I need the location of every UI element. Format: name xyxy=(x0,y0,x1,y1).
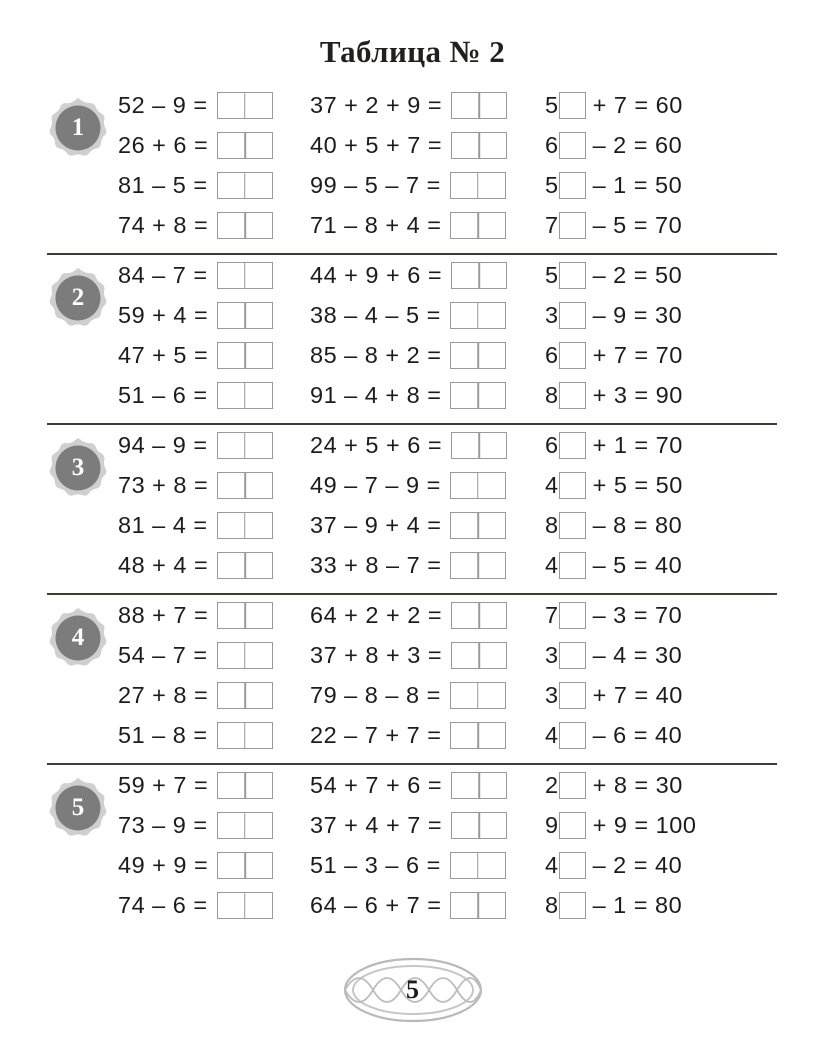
problem-expression: 88 + 7 = xyxy=(118,601,209,628)
block-number-badge xyxy=(47,777,109,839)
problem-expression-tail: – 2 = 40 xyxy=(592,851,683,878)
problem-expression-tail: + 7 = 60 xyxy=(592,91,683,118)
problem-column-a xyxy=(118,545,273,585)
problem-column-a xyxy=(118,125,273,165)
answer-box[interactable] xyxy=(217,892,273,919)
block-number-badge xyxy=(47,607,109,669)
answer-box[interactable] xyxy=(451,602,507,629)
answer-box[interactable] xyxy=(217,812,273,839)
missing-digit-box[interactable] xyxy=(559,472,586,499)
problem-rows xyxy=(0,255,825,415)
problem-expression-tail: + 5 = 50 xyxy=(592,471,683,498)
problem-expression: 49 – 7 – 9 = xyxy=(310,471,441,498)
answer-box[interactable] xyxy=(450,172,506,199)
problem-row xyxy=(0,545,825,585)
answer-box[interactable] xyxy=(451,262,507,289)
problem-column-b xyxy=(310,295,506,335)
missing-digit-box[interactable] xyxy=(559,172,586,199)
answer-box[interactable] xyxy=(217,722,273,749)
problem-expression: 37 + 8 + 3 = xyxy=(310,641,443,668)
page-title: Таблица № 2 xyxy=(319,34,506,69)
problem-expression: 54 + 7 + 6 = xyxy=(310,771,443,798)
answer-box[interactable] xyxy=(450,722,506,749)
exercise-block xyxy=(0,765,825,935)
problem-expression-tail: + 3 = 90 xyxy=(592,381,683,408)
answer-box[interactable] xyxy=(217,172,273,199)
problem-expression: 64 – 6 + 7 = xyxy=(310,891,442,918)
problem-expression-tail: – 1 = 80 xyxy=(592,891,683,918)
answer-box[interactable] xyxy=(450,342,506,369)
leading-digit: 6 xyxy=(545,131,559,158)
leading-digit: 4 xyxy=(545,851,559,878)
leading-digit: 5 xyxy=(545,91,559,118)
problem-expression: 51 – 3 – 6 = xyxy=(310,851,441,878)
answer-box[interactable] xyxy=(217,642,273,669)
answer-box[interactable] xyxy=(217,772,273,799)
missing-digit-box[interactable] xyxy=(559,892,586,919)
problem-row xyxy=(0,715,825,755)
answer-box[interactable] xyxy=(451,432,507,459)
block-number-value: 1 xyxy=(71,113,85,141)
missing-digit-box[interactable] xyxy=(559,342,586,369)
leading-digit: 5 xyxy=(545,171,559,198)
problem-expression: 91 – 4 + 8 = xyxy=(310,381,442,408)
leading-digit: 4 xyxy=(545,551,559,578)
problem-expression: 59 + 4 = xyxy=(118,301,209,328)
problem-column-c xyxy=(545,375,683,415)
problem-expression: 47 + 5 = xyxy=(118,341,209,368)
problem-column-c xyxy=(545,165,682,205)
problem-column-b xyxy=(310,595,507,635)
answer-box[interactable] xyxy=(450,552,506,579)
block-number-badge xyxy=(47,437,109,499)
problem-expression: 73 + 8 = xyxy=(118,471,209,498)
problem-column-c xyxy=(545,335,683,375)
problem-expression-tail: + 7 = 40 xyxy=(592,681,683,708)
problem-expression: 54 – 7 = xyxy=(118,641,208,668)
answer-box[interactable] xyxy=(217,472,273,499)
missing-digit-box[interactable] xyxy=(559,682,586,709)
leading-digit: 8 xyxy=(545,381,559,408)
problem-column-b xyxy=(310,165,506,205)
problem-column-c xyxy=(545,635,682,675)
missing-digit-box[interactable] xyxy=(559,382,586,409)
problem-column-b xyxy=(310,635,507,675)
missing-digit-box[interactable] xyxy=(559,552,586,579)
missing-digit-box[interactable] xyxy=(559,302,586,329)
answer-box[interactable] xyxy=(217,552,273,579)
problem-column-a xyxy=(118,845,273,885)
problem-expression-tail: – 5 = 70 xyxy=(592,211,683,238)
answer-box[interactable] xyxy=(217,852,273,879)
problem-column-a xyxy=(118,375,273,415)
problem-column-a xyxy=(118,715,273,755)
problem-column-b xyxy=(310,675,506,715)
problem-expression: 79 – 8 – 8 = xyxy=(310,681,441,708)
answer-box[interactable] xyxy=(450,472,506,499)
leading-digit: 6 xyxy=(545,431,559,458)
problem-expression: 74 + 8 = xyxy=(118,211,209,238)
problem-expression: 38 – 4 – 5 = xyxy=(310,301,441,328)
problem-expression: 85 – 8 + 2 = xyxy=(310,341,442,368)
problem-expression: 52 – 9 = xyxy=(118,91,208,118)
answer-box[interactable] xyxy=(217,262,273,289)
problem-column-a xyxy=(118,205,273,245)
answer-box[interactable] xyxy=(451,772,507,799)
block-number-badge xyxy=(47,267,109,329)
problem-row xyxy=(0,885,825,925)
problem-column-b xyxy=(310,375,506,415)
missing-digit-box[interactable] xyxy=(559,722,586,749)
problem-column-b xyxy=(310,85,507,125)
problem-column-b xyxy=(310,425,507,465)
problem-column-a xyxy=(118,505,273,545)
block-number-value: 2 xyxy=(71,283,85,311)
problem-row xyxy=(0,335,825,375)
problem-column-a xyxy=(118,255,273,295)
problem-rows xyxy=(0,85,825,245)
missing-digit-box[interactable] xyxy=(559,432,586,459)
leading-digit: 4 xyxy=(545,471,559,498)
problem-column-c xyxy=(545,845,682,885)
problem-row xyxy=(0,465,825,505)
problem-expression: 40 + 5 + 7 = xyxy=(310,131,443,158)
problem-column-a xyxy=(118,295,273,335)
problem-column-b xyxy=(310,545,506,585)
problem-column-a xyxy=(118,805,273,845)
problem-rows xyxy=(0,765,825,925)
problem-row xyxy=(0,165,825,205)
problem-expression: 81 – 5 = xyxy=(118,171,208,198)
problem-column-a xyxy=(118,335,273,375)
problem-expression: 26 + 6 = xyxy=(118,131,209,158)
answer-box[interactable] xyxy=(217,432,273,459)
problem-column-c xyxy=(545,545,682,585)
problem-row xyxy=(0,425,825,465)
leading-digit: 4 xyxy=(545,721,559,748)
problem-column-b xyxy=(310,465,506,505)
problem-expression: 84 – 7 = xyxy=(118,261,208,288)
problem-row xyxy=(0,675,825,715)
problem-column-a xyxy=(118,765,273,805)
problem-expression: 59 + 7 = xyxy=(118,771,209,798)
answer-box[interactable] xyxy=(450,682,506,709)
exercise-block xyxy=(0,85,825,255)
problem-row xyxy=(0,505,825,545)
problem-expression-tail: + 8 = 30 xyxy=(592,771,683,798)
problem-column-c xyxy=(545,425,683,465)
problem-column-c xyxy=(545,255,682,295)
problem-column-a xyxy=(118,85,273,125)
problem-expression-tail: – 5 = 40 xyxy=(592,551,683,578)
problem-column-b xyxy=(310,255,507,295)
missing-digit-box[interactable] xyxy=(559,92,586,119)
leading-digit: 9 xyxy=(545,811,559,838)
problem-expression: 37 + 2 + 9 = xyxy=(310,91,443,118)
leading-digit: 7 xyxy=(545,211,559,238)
problem-row xyxy=(0,375,825,415)
answer-box[interactable] xyxy=(217,512,273,539)
block-number-value: 4 xyxy=(71,623,85,651)
answer-box[interactable] xyxy=(450,892,506,919)
problem-row xyxy=(0,805,825,845)
problem-expression: 99 – 5 – 7 = xyxy=(310,171,441,198)
problem-column-c xyxy=(545,885,682,925)
problem-column-a xyxy=(118,165,273,205)
problem-column-b xyxy=(310,505,506,545)
missing-digit-box[interactable] xyxy=(559,262,586,289)
problem-expression-tail: – 9 = 30 xyxy=(592,301,683,328)
answer-box[interactable] xyxy=(217,382,273,409)
problem-column-c xyxy=(545,595,682,635)
problem-expression: 74 – 6 = xyxy=(118,891,208,918)
problem-expression-tail: – 6 = 40 xyxy=(592,721,683,748)
missing-digit-box[interactable] xyxy=(559,212,586,239)
problem-expression: 37 + 4 + 7 = xyxy=(310,811,443,838)
problem-expression: 71 – 8 + 4 = xyxy=(310,211,442,238)
problem-expression-tail: + 9 = 100 xyxy=(592,811,697,838)
missing-digit-box[interactable] xyxy=(559,602,586,629)
problem-column-c xyxy=(545,465,683,505)
answer-box[interactable] xyxy=(450,212,506,239)
answer-box[interactable] xyxy=(217,342,273,369)
block-number-value: 5 xyxy=(71,793,85,821)
problem-row xyxy=(0,635,825,675)
problem-expression-tail: – 8 = 80 xyxy=(592,511,683,538)
problem-expression-tail: – 2 = 60 xyxy=(592,131,683,158)
leading-digit: 3 xyxy=(545,641,559,668)
answer-box[interactable] xyxy=(217,212,273,239)
problem-rows xyxy=(0,595,825,755)
problem-expression: 44 + 9 + 6 = xyxy=(310,261,443,288)
problem-expression-tail: + 1 = 70 xyxy=(592,431,683,458)
missing-digit-box[interactable] xyxy=(559,772,586,799)
exercise-block xyxy=(0,255,825,425)
leading-digit: 3 xyxy=(545,681,559,708)
exercise-blocks xyxy=(0,85,825,935)
page-number-value: 5 xyxy=(406,975,419,1004)
answer-box[interactable] xyxy=(450,382,506,409)
missing-digit-box[interactable] xyxy=(559,642,586,669)
problem-expression: 33 + 8 – 7 = xyxy=(310,551,442,578)
missing-digit-box[interactable] xyxy=(559,512,586,539)
answer-box[interactable] xyxy=(217,302,273,329)
answer-box[interactable] xyxy=(217,602,273,629)
problem-column-b xyxy=(310,765,507,805)
page-number-badge xyxy=(339,952,487,1028)
answer-box[interactable] xyxy=(451,642,507,669)
problem-column-c xyxy=(545,505,682,545)
problem-expression-tail: – 4 = 30 xyxy=(592,641,683,668)
problem-column-b xyxy=(310,885,506,925)
problem-row xyxy=(0,765,825,805)
answer-box[interactable] xyxy=(217,92,273,119)
problem-row xyxy=(0,205,825,245)
problem-column-b xyxy=(310,805,507,845)
problem-column-a xyxy=(118,425,273,465)
leading-digit: 3 xyxy=(545,301,559,328)
answer-box[interactable] xyxy=(217,682,273,709)
answer-box[interactable] xyxy=(451,132,507,159)
problem-row xyxy=(0,125,825,165)
problem-expression-tail: – 3 = 70 xyxy=(592,601,683,628)
exercise-block xyxy=(0,595,825,765)
answer-box[interactable] xyxy=(450,852,506,879)
problem-row xyxy=(0,85,825,125)
problem-column-a xyxy=(118,885,273,925)
problem-column-b xyxy=(310,335,506,375)
problem-expression: 37 – 9 + 4 = xyxy=(310,511,442,538)
problem-expression: 81 – 4 = xyxy=(118,511,208,538)
problem-expression: 51 – 8 = xyxy=(118,721,208,748)
missing-digit-box[interactable] xyxy=(559,812,586,839)
problem-column-b xyxy=(310,715,506,755)
leading-digit: 6 xyxy=(545,341,559,368)
problem-expression-tail: + 7 = 70 xyxy=(592,341,683,368)
problem-expression: 64 + 2 + 2 = xyxy=(310,601,443,628)
problem-column-b xyxy=(310,125,507,165)
leading-digit: 7 xyxy=(545,601,559,628)
problem-column-c xyxy=(545,675,683,715)
answer-box[interactable] xyxy=(451,92,507,119)
problem-column-b xyxy=(310,205,506,245)
problem-expression: 73 – 9 = xyxy=(118,811,208,838)
exercise-block xyxy=(0,425,825,595)
problem-column-c xyxy=(545,805,696,845)
problem-expression: 27 + 8 = xyxy=(118,681,209,708)
problem-column-c xyxy=(545,765,683,805)
problem-expression-tail: – 2 = 50 xyxy=(592,261,683,288)
problem-column-a xyxy=(118,675,273,715)
problem-row xyxy=(0,295,825,335)
problem-expression: 51 – 6 = xyxy=(118,381,208,408)
problem-row xyxy=(0,255,825,295)
problem-column-a xyxy=(118,635,273,675)
problem-column-c xyxy=(545,85,683,125)
problem-expression: 49 + 9 = xyxy=(118,851,209,878)
missing-digit-box[interactable] xyxy=(559,852,586,879)
leading-digit: 5 xyxy=(545,261,559,288)
problem-expression: 24 + 5 + 6 = xyxy=(310,431,443,458)
block-number-value: 3 xyxy=(71,453,85,481)
problem-column-c xyxy=(545,715,682,755)
leading-digit: 2 xyxy=(545,771,559,798)
answer-box[interactable] xyxy=(451,812,507,839)
problem-column-c xyxy=(545,205,682,245)
problem-column-b xyxy=(310,845,506,885)
problem-expression: 22 – 7 + 7 = xyxy=(310,721,442,748)
block-number-badge xyxy=(47,97,109,159)
problem-expression: 48 + 4 = xyxy=(118,551,209,578)
problem-row xyxy=(0,845,825,885)
problem-column-c xyxy=(545,125,682,165)
answer-box[interactable] xyxy=(450,512,506,539)
answer-box[interactable] xyxy=(450,302,506,329)
problem-column-a xyxy=(118,595,273,635)
leading-digit: 8 xyxy=(545,511,559,538)
problem-expression-tail: – 1 = 50 xyxy=(592,171,683,198)
problem-column-c xyxy=(545,295,682,335)
problem-column-a xyxy=(118,465,273,505)
problem-expression: 94 – 9 = xyxy=(118,431,208,458)
problem-row xyxy=(0,595,825,635)
answer-box[interactable] xyxy=(217,132,273,159)
missing-digit-box[interactable] xyxy=(559,132,586,159)
leading-digit: 8 xyxy=(545,891,559,918)
problem-rows xyxy=(0,425,825,585)
